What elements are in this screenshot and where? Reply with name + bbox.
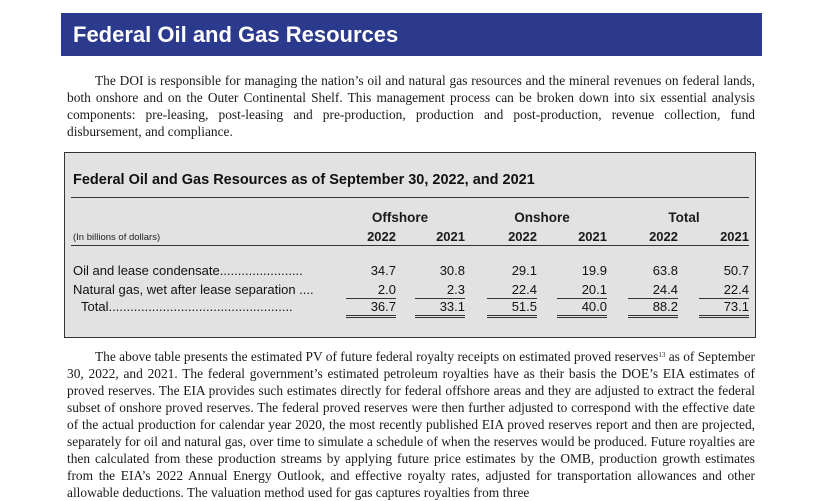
body-paragraph [67,348,755,501]
intro-paragraph: The DOI is responsible for managing the nation’s oil and natural gas resources and the mineral revenues on federal lands, both onshore and on the Outer Continental Shelf. This management process can be broken down into six essential analysis components: pre-leasing, post-leasing and pre-production, production and post-production, revenue collection, fund disbursement, and compliance. [67,73,755,139]
total-double-rule [415,317,465,318]
total-double-rule [557,315,607,316]
table-cell: 36.7 [370,299,396,314]
table-cell: 2.3 [446,282,465,297]
total-double-rule [346,317,396,318]
year-header: 2022 [367,229,396,244]
year-header: 2021 [436,229,465,244]
year-header: 2021 [578,229,607,244]
table-cell: 2.0 [377,282,396,297]
total-double-rule [557,317,607,318]
year-header: 2021 [720,229,749,244]
table-cell: 33.1 [439,299,465,314]
group-header-offshore: Offshore [371,210,429,225]
resources-table [64,152,756,338]
table-cell: 19.9 [581,263,607,278]
total-double-rule [415,315,465,316]
total-double-rule [628,317,678,318]
total-double-rule [346,315,396,316]
table-cell: 34.7 [370,263,396,278]
section-title: Federal Oil and Gas Resources [73,21,399,47]
unit-note: (In billions of dollars) [73,232,161,243]
table-cell: 22.4 [511,282,537,297]
group-header-onshore: Onshore [514,210,570,225]
total-double-rule [487,315,537,316]
table-cell: 51.5 [511,299,537,314]
total-double-rule [628,315,678,316]
body-text-rest: as of September 30, 2022, and 2021. The federal government’s estimated petroleum royalties have as their basis the DOE’s EIA estimates of proved reserves. The EIA provides such estimates directly for federal offshore areas and they are adjusted to extract the federal subset of onshore proved reserves. The federal proved reserves were then further adjusted to correspond with the effective date of the actual production for calendar year 2020, the most recently published EIA proved reserves report and then are projected, separately for oil and natural gas, over time to simulate a schedule of when the reserves would be produced. Future royalties are then calculated from these production streams by applying future price estimates by the OMB, production growth estimates from the EIA’s 2022 Annual Energy Outlook, and effective royalty rates, adjusted for transportation allowances and other allowable deductions. The valuation method used for gas captures royalties from three [67,349,755,500]
table-cell: 20.1 [581,282,607,297]
header-rule [71,245,749,246]
table-cell: 40.0 [581,299,607,314]
total-double-rule [487,317,537,318]
table-cell: 22.4 [723,282,749,297]
table-cell: 29.1 [511,263,537,278]
table-cell: 30.8 [439,263,465,278]
section-title-banner [61,13,762,56]
table-title: Federal Oil and Gas Resources as of September 30, 2022, and 2021 [73,172,535,188]
table-cell: 73.1 [723,299,749,314]
year-header: 2022 [649,229,678,244]
table-cell: 50.7 [723,263,749,278]
row-label-oil: Oil and lease condensate....................... [73,263,303,278]
row-label-natural-gas: Natural gas, wet after lease separation .... [73,282,314,297]
year-header: 2022 [508,229,537,244]
table-cell: 88.2 [652,299,678,314]
group-header-total: Total [668,210,700,225]
table-title-rule [71,197,749,198]
row-label-total: Total................................................... [81,299,293,314]
table-cell: 24.4 [652,282,678,297]
total-double-rule [699,317,749,318]
body-text-start: The above table presents the estimated PV of future federal royalty receipts on estimated proved reserves [95,349,659,364]
footnote-ref[interactable]: 13 [658,351,666,359]
table-cell: 63.8 [652,263,678,278]
total-double-rule [699,315,749,316]
